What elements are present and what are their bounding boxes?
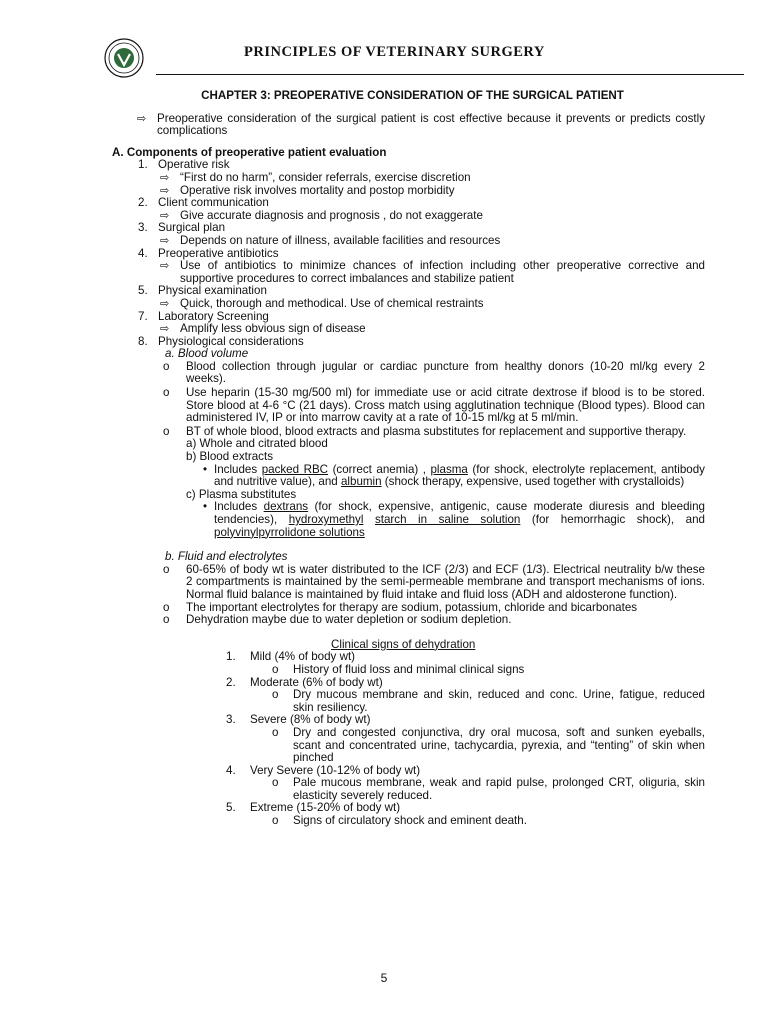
- list-item: 2. Client communication: [138, 196, 269, 210]
- list-item: 2. Moderate (6% of body wt): [226, 675, 383, 689]
- list-item: o The important electrolytes for therapy are sodium, potassium, chloride and bicarbonates: [163, 600, 638, 614]
- arrow-bullet-icon: ⇨: [137, 112, 147, 125]
- list-sub-item: o Dry and congested conjunctiva, dry oral mucosa, soft and sunken eyeballs, scant and concentrated urine, tachycardia, pyrexia, and “tenting” of skin when pinched: [272, 725, 705, 765]
- list-sub-item: ⇨ Give accurate diagnosis and prognosis , do not exaggerate: [160, 208, 483, 222]
- dehydration-title: Clinical signs of dehydration: [331, 637, 476, 651]
- list-sub-item: • Includes packed RBC (correct anemia) , plasma (for shock, electrolyte replacement, antibody and nutritive value), and albumin (shock therapy, expensive, used together with crystalloids): [203, 462, 705, 489]
- section-a-list: [115, 159, 705, 348]
- intro-text: Preoperative consideration of the surgical patient is cost effective because it prevents or predicts costly complications: [157, 111, 705, 138]
- circle-bullet-icon: o: [272, 776, 279, 790]
- circle-bullet-icon: o: [163, 359, 170, 373]
- circle-bullet-icon: o: [272, 814, 279, 828]
- page-number: 5: [380, 971, 388, 985]
- circle-bullet-icon: o: [163, 562, 170, 576]
- list-item: o Use heparin (15-30 mg/500 ml) for immediate use or acid citrate dextrose if blood is to be stored. Store blood at 4-6 °C (21 days). Cross match using agglutination technique (Blood types). Blood can administered IV, IP or into marrow cavity at a rate of 10-15 ml/kg at 5 ml/min.: [163, 386, 705, 425]
- list-sub-item: ⇨ Use of antibiotics to minimize chances of infection including other preoperative corrective and supportive procedures to correct imbalances and stabilize patient: [160, 259, 705, 285]
- list-sub-item: o History of fluid loss and minimal clinical signs: [272, 662, 525, 676]
- dot-bullet-icon: •: [203, 500, 208, 514]
- arrow-bullet-icon: ⇨: [160, 234, 170, 247]
- list-item: o Blood collection through jugular or cardiac puncture from healthy donors (10-20 ml/kg every 2 weeks).: [163, 359, 705, 386]
- list-sub-item: ⇨ Depends on nature of illness, available facilities and resources: [160, 233, 501, 247]
- list-item: o 60-65% of body wt is water distributed to the ICF (2/3) and ECF (1/3). Electrical neutrality b/w these 2 compartments is maintained by the semi-permeable membrane and transport mechanisms of ions. Normal fluid balance is maintained by fluid intake and fluid loss (ADH and aldosterone function).: [163, 562, 705, 601]
- list-item: 5. Extreme (15-20% of body wt): [226, 801, 401, 815]
- arrow-bullet-icon: ⇨: [160, 209, 170, 222]
- list-item: 1. Mild (4% of body wt): [226, 650, 356, 664]
- circle-bullet-icon: o: [163, 386, 170, 400]
- arrow-bullet-icon: ⇨: [160, 184, 170, 197]
- subsection-blood-volume: a. Blood volume: [165, 347, 249, 361]
- circle-bullet-icon: o: [163, 600, 170, 614]
- list-item: a) Whole and citrated blood: [186, 437, 328, 451]
- list-sub-item: o Dry mucous membrane and skin, reduced and conc. Urine, fatigue, reduced skin resiliency.: [272, 688, 705, 714]
- list-item: 4. Very Severe (10-12% of body wt): [226, 763, 421, 777]
- subsection-fluid: b. Fluid and electrolytes: [165, 550, 288, 564]
- list-sub-item: ⇨ Amplify less obvious sign of disease: [160, 322, 366, 336]
- list-item: 5. Physical examination: [138, 284, 267, 298]
- circle-bullet-icon: o: [163, 613, 170, 627]
- arrow-bullet-icon: ⇨: [160, 323, 170, 336]
- dot-bullet-icon: •: [203, 462, 208, 476]
- list-item: 8. Physiological considerations: [138, 334, 304, 348]
- college-seal-logo: [104, 38, 144, 78]
- arrow-bullet-icon: ⇨: [160, 171, 170, 184]
- page-body: [112, 89, 706, 828]
- list-sub-item: o Pale mucous membrane, weak and rapid pulse, prolonged CRT, oliguria, skin elasticity severely reduced.: [272, 776, 705, 802]
- circle-bullet-icon: o: [163, 424, 170, 438]
- list-sub-item: ⇨ Quick, thorough and methodical. Use of chemical restraints: [160, 296, 484, 310]
- section-a-title: A. Components of preoperative patient evaluation: [112, 145, 387, 159]
- list-item: 7. Laboratory Screening: [138, 309, 269, 323]
- dehydration-list: [115, 651, 705, 827]
- list-item: c) Plasma substitutes: [186, 487, 297, 501]
- circle-bullet-icon: o: [272, 688, 279, 702]
- page-header: [104, 32, 744, 82]
- list-sub-item: ⇨ “First do no harm”, consider referrals, exercise discretion: [160, 170, 471, 184]
- list-sub-item: ⇨ Operative risk involves mortality and postop morbidity: [160, 183, 455, 197]
- list-item: 4. Preoperative antibiotics: [138, 246, 279, 260]
- list-item: 3. Severe (8% of body wt): [226, 713, 371, 727]
- header-rule: [156, 74, 744, 75]
- chapter-title: CHAPTER 3: PREOPERATIVE CONSIDERATION OF THE SURGICAL PATIENT: [201, 89, 624, 102]
- list-sub-item: o Signs of circulatory shock and eminent death.: [272, 814, 527, 828]
- arrow-bullet-icon: ⇨: [160, 297, 170, 310]
- list-item: o BT of whole blood, blood extracts and plasma substitutes for replacement and supportive therapy.: [163, 424, 687, 438]
- circle-bullet-icon: o: [272, 662, 279, 676]
- list-sub-item: • Includes dextrans (for shock, expensive, antigenic, cause moderate diuresis and bleeding tendencies), hydroxymethyl starch in saline solution (for hemorrhagic shock), and polyvinylpyrrolidone solutions: [203, 500, 706, 539]
- intro-bullet: [115, 113, 705, 138]
- list-item: b) Blood extracts: [186, 450, 273, 464]
- header-title: PRINCIPLES OF VETERINARY SURGERY: [244, 44, 545, 60]
- arrow-bullet-icon: ⇨: [160, 260, 170, 273]
- list-item: o Dehydration maybe due to water depletion or sodium depletion.: [163, 613, 512, 627]
- circle-bullet-icon: o: [272, 725, 279, 739]
- list-item: 3. Surgical plan: [138, 221, 226, 235]
- list-item: 1. Operative risk: [138, 158, 230, 172]
